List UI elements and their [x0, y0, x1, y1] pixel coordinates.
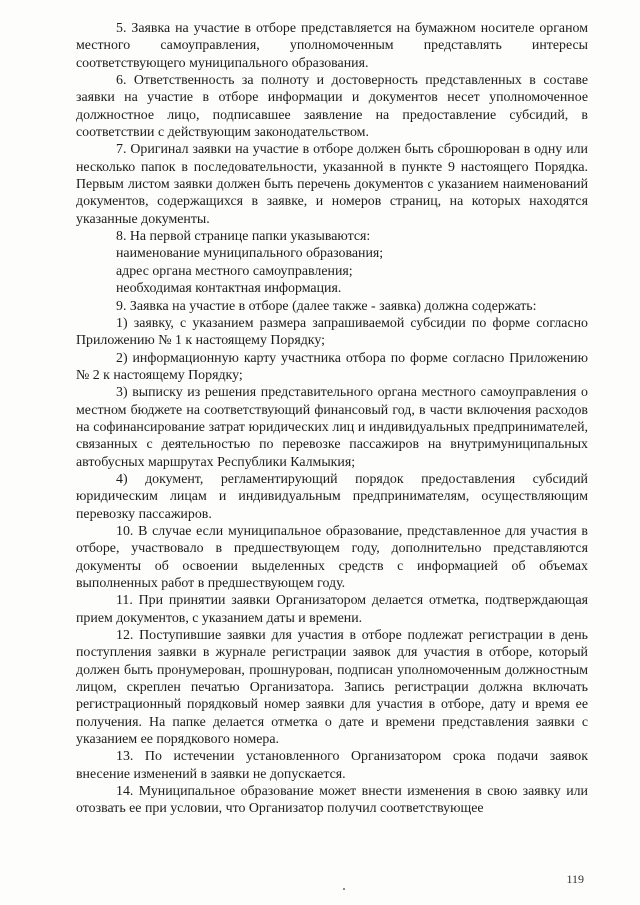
paragraph-9: 9. Заявка на участие в отборе (далее также - заявка) должна содержать:	[116, 298, 537, 314]
paragraph-9-item-1: 1) заявку, с указанием размера запрашиваемой субсидии по форме согласно Приложению № 1 к настоящему Порядку;	[76, 315, 588, 349]
paragraph-13: 13. По истечении установленного Организатором срока подачи заявок внесение изменений в заявки не допускается.	[76, 749, 588, 782]
paragraph-8-item-name: наименование муниципального образования;	[116, 246, 384, 262]
paragraph-8-item-contact: необходимая контактная информация.	[116, 281, 342, 297]
scan-speck	[343, 888, 345, 890]
paragraph-11: 11. При принятии заявки Организатором делается отметка, подтверждающая прием документов, с указанием даты и времени.	[76, 593, 588, 626]
paragraph-9-item-2: 2) информационную карту участника отбора по форме согласно Приложению № 2 к настоящему Порядку;	[76, 350, 588, 383]
paragraph-12: 12. Поступившие заявки для участия в отборе подлежат регистрации в день поступления заявки в журнале регистрации заявок для участия в отборе, который должен быть пронумерован, прошнурован, подписан уполномоченным должностным лицом, скреплен печатью Организатора. Запись регистрации должна включать регистрационный порядковый номер заявки для участия в отборе, дату и время ее получения. На папке делается отметка о дате и времени представления заявки с указанием ее порядкового номера.	[76, 628, 588, 748]
paragraph-8: 8. На первой странице папки указываются:	[116, 229, 371, 245]
paragraph-10: 10. В случае если муниципальное образование, представленное для участия в отборе, участвовало в предшествующем году, дополнительно представляются документы об освоении выделенных средств с информацией об объемах выполненных работ в предшествующем году.	[76, 523, 588, 591]
paragraph-9-item-3: 3) выписку из решения представительного органа местного самоуправления о местном бюджете на соответствующий финансовый год, в части включения расходов на софинансирование затрат юридических лиц и индивидуальных предпринимателей, связанных с деятельностью по перевозке пассажиров на внутримуниципальных автобусных маршрутах Республики Калмыкия;	[76, 385, 588, 470]
page-number: 119	[566, 872, 584, 886]
paragraph-8-item-address: адрес органа местного самоуправления;	[116, 263, 353, 279]
paragraph-9-item-4: 4) документ, регламентирующий порядок предоставления субсидий юридическим лицам и индивидуальным предпринимателям, осуществляющим перевозку пассажиров.	[76, 471, 588, 522]
paragraph-5: 5. Заявка на участие в отборе представляется на бумажном носителе органом местного самоуправления, уполномоченным представлять интересы соответствующего муниципального образования.	[76, 21, 588, 71]
paragraph-14: 14. Муниципальное образование может внести изменения в свою заявку или отозвать ее при условии, что Организатор получил соответствующее	[76, 784, 588, 817]
paragraph-6: 6. Ответственность за полноту и достоверность представленных в составе заявки на участие в отборе информации и документов несет уполномоченное должностное лицо, подписавшее заявление на предоставление субсидий, в соответствии с действующим законодательством.	[76, 73, 588, 141]
document-body	[76, 20, 588, 818]
paragraph-7: 7. Оригинал заявки на участие в отборе должен быть сброшюрован в одну или несколько папок в последовательности, указанной в пункте 9 настоящего Порядка. Первым листом заявки должен быть перечень документов с указанием наименований документов, содержащихся в заявке, и номеров страниц, на которых находятся указанные документы.	[76, 142, 588, 227]
